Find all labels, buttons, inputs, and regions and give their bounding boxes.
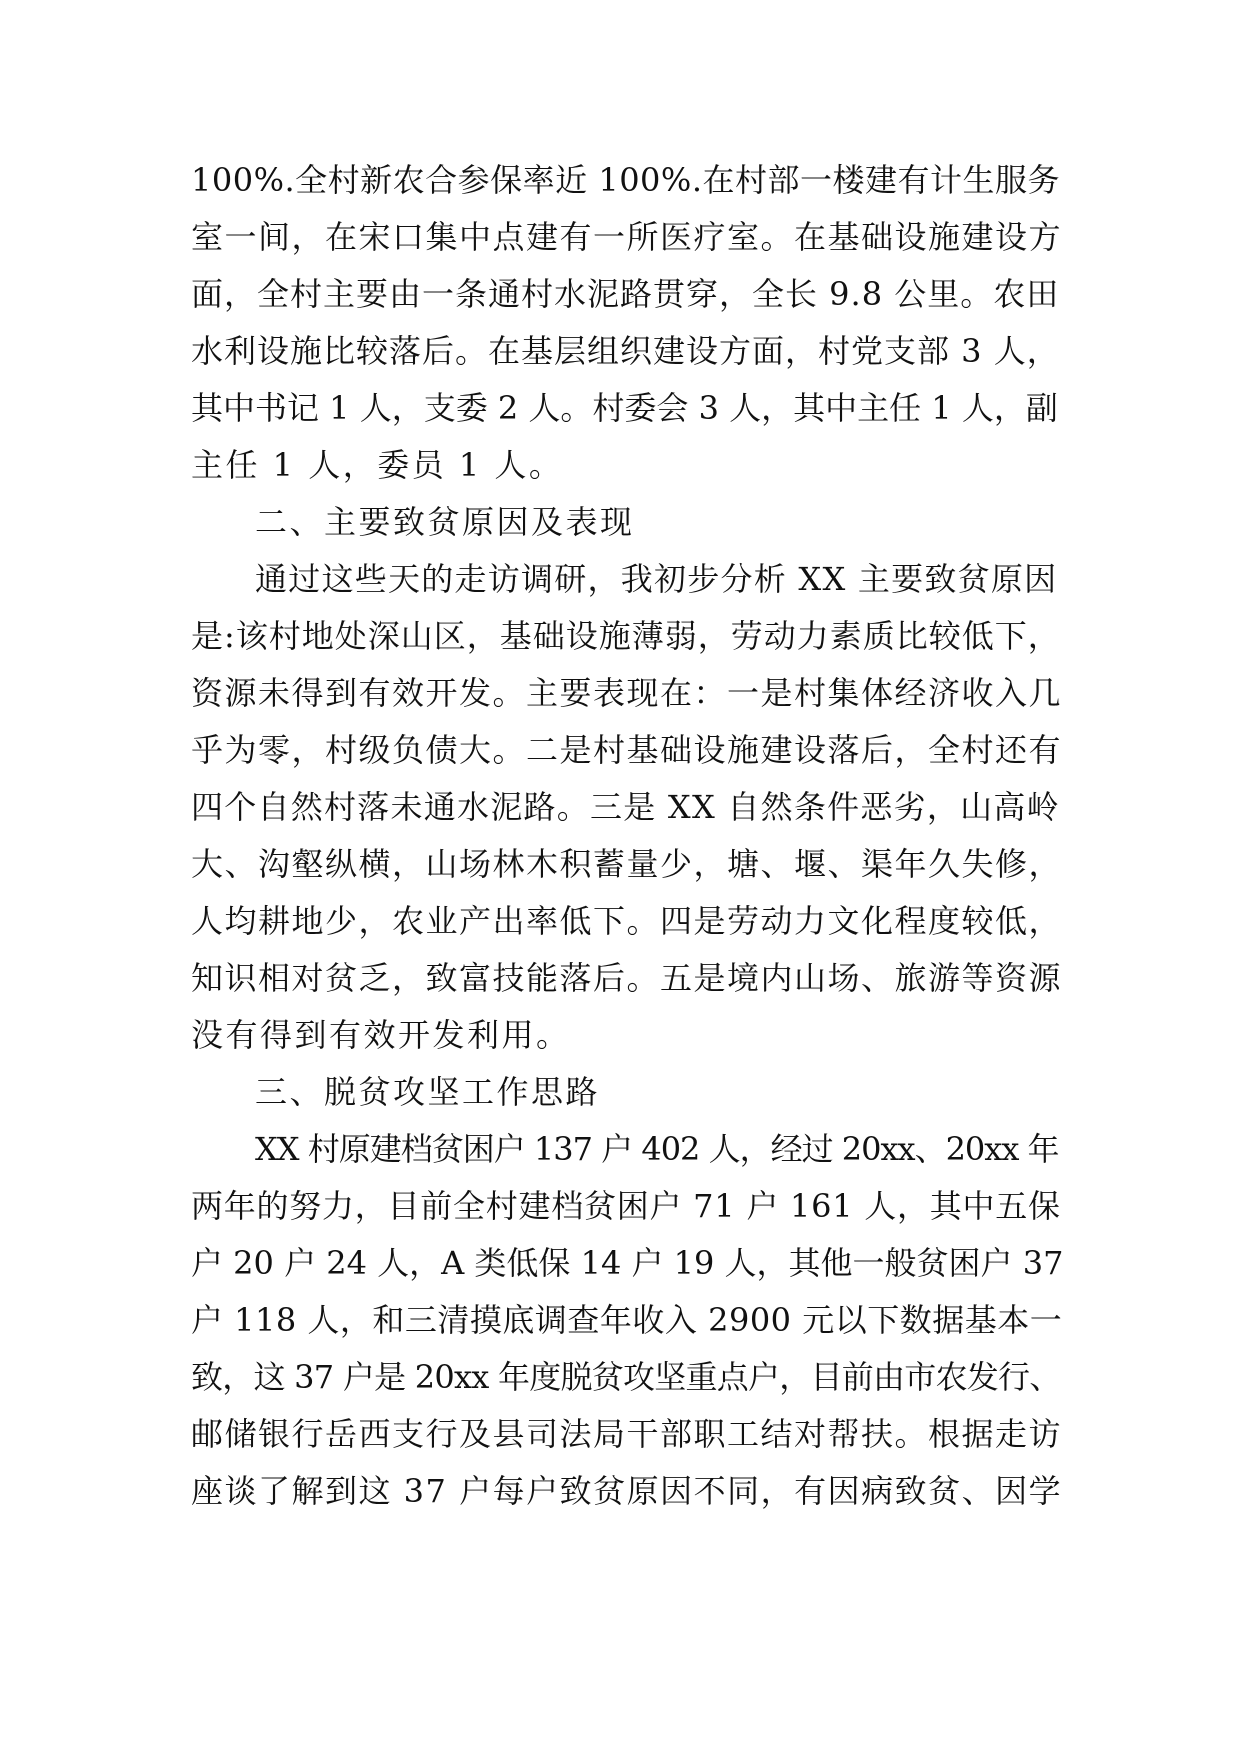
text-line: 致，这 37 户是 20xx 年度脱贫攻坚重点户，目前由市农发行、 <box>191 1358 1061 1396</box>
text-line: 知识相对贫乏，致富技能落后。五是境内山场、旅游等资源 <box>191 959 1063 997</box>
text-line: 100%.全村新农合参保率近 100%.在村部一楼建有计生服务 <box>191 161 1060 199</box>
text-line: 主任 1 人，委员 1 人。 <box>191 446 564 484</box>
text-line: 户 20 户 24 人，A 类低保 14 户 19 人，其他一般贫困户 37 <box>191 1244 1064 1282</box>
text-line: 没有得到有效开发利用。 <box>191 1016 571 1054</box>
section-heading: 三、脱贫攻坚工作思路 <box>255 1073 601 1111</box>
text-line: 邮储银行岳西支行及县司法局干部职工结对帮扶。根据走访 <box>191 1415 1063 1453</box>
text-line: 户 118 人，和三清摸底调查年收入 2900 元以下数据基本一 <box>191 1301 1063 1339</box>
text-line: 乎为零，村级负债大。二是村基础设施建设落后，全村还有 <box>191 731 1063 769</box>
text-line: 面，全村主要由一条通村水泥路贯穿，全长 9.8 公里。农田 <box>191 275 1060 313</box>
paragraph-first-line: 通过这些天的走访调研，我初步分析 XX 主要致贫原因 <box>255 560 1058 598</box>
text-line: 资源未得到有效开发。主要表现在：一是村集体经济收入几 <box>191 674 1063 712</box>
paragraph-first-line: XX 村原建档贫困户 137 户 402 人，经过 20xx、20xx 年 <box>255 1130 1059 1168</box>
text-line: 座谈了解到这 37 户每户致贫原因不同，有因病致贫、因学 <box>191 1472 1063 1510</box>
document-body <box>191 152 1063 1520</box>
section-heading: 二、主要致贫原因及表现 <box>255 503 635 541</box>
text-line: 室一间，在宋口集中点建有一所医疗室。在基础设施建设方 <box>191 218 1063 256</box>
text-line: 四个自然村落未通水泥路。三是 XX 自然条件恶劣，山高岭 <box>191 788 1060 826</box>
text-line: 其中书记 1 人，支委 2 人。村委会 3 人，其中主任 1 人，副 <box>191 389 1058 427</box>
text-line: 人均耕地少，农业产出率低下。四是劳动力文化程度较低， <box>191 902 1063 940</box>
text-line: 水利设施比较落后。在基层组织建设方面，村党支部 3 人， <box>191 332 1060 370</box>
text-line: 是:该村地处深山区，基础设施薄弱，劳动力素质比较低下， <box>191 617 1061 655</box>
text-line: 大、沟壑纵横，山场林木积蓄量少，塘、堰、渠年久失修， <box>191 845 1063 883</box>
text-line: 两年的努力，目前全村建档贫困户 71 户 161 人，其中五保 <box>191 1187 1061 1225</box>
